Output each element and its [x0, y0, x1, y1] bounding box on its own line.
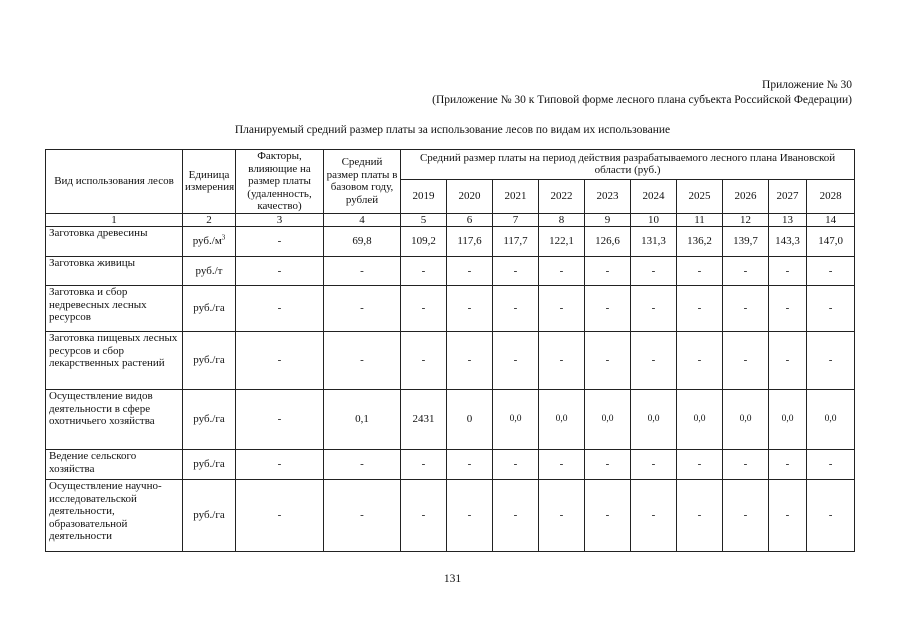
row-factors: - [236, 450, 324, 480]
row-year-value: 143,3 [769, 227, 807, 257]
row-year-value: 0,0 [807, 390, 855, 450]
row-year-value: - [585, 257, 631, 286]
appendix-title: Приложение № 30 [762, 79, 852, 91]
row-unit [183, 257, 236, 286]
row-year-value: 131,3 [631, 227, 677, 257]
row-year-value: - [807, 332, 855, 390]
row-year-value: - [401, 286, 447, 332]
row-factors: - [236, 257, 324, 286]
row-year-value: - [493, 332, 539, 390]
unit-label: руб./га [193, 458, 225, 471]
row-use-type: Осуществление видов деятельности в сфере охотничьего хозяйства [46, 390, 183, 450]
table-row [46, 390, 855, 450]
row-year-value: - [493, 480, 539, 552]
col-header-year: 2021 [493, 179, 539, 213]
row-year-value: 0,0 [769, 390, 807, 450]
document-title: Планируемый средний размер платы за использование лесов по видам их использование [234, 124, 671, 136]
row-use-type: Заготовка пищевых лесных ресурсов и сбор лекарственных растений [46, 332, 183, 390]
row-year-value: - [723, 257, 769, 286]
unit-label: руб./га [193, 354, 225, 367]
col-header-year: 2025 [677, 179, 723, 213]
row-base-value: - [324, 480, 401, 552]
col-header-year: 2020 [447, 179, 493, 213]
row-base-value: - [324, 286, 401, 332]
row-year-value: 0,0 [677, 390, 723, 450]
row-year-value: - [447, 257, 493, 286]
table-row [46, 257, 855, 286]
row-year-value: 2431 [401, 390, 447, 450]
row-factors: - [236, 227, 324, 257]
header-row-numbers [46, 213, 855, 227]
row-use-type: Ведение сельского хозяйства [46, 450, 183, 480]
row-base-value: - [324, 257, 401, 286]
row-year-value: - [631, 257, 677, 286]
row-year-value: - [677, 450, 723, 480]
row-year-value: - [447, 332, 493, 390]
row-use-type: Заготовка живицы [46, 257, 183, 286]
row-year-value: - [723, 450, 769, 480]
row-unit [183, 286, 236, 332]
row-year-value: - [769, 286, 807, 332]
unit-label: руб./га [193, 413, 225, 426]
row-factors: - [236, 332, 324, 390]
row-year-value: - [493, 450, 539, 480]
row-year-value: - [401, 480, 447, 552]
row-year-value: - [807, 480, 855, 552]
table-body [46, 227, 855, 552]
row-year-value: - [447, 450, 493, 480]
row-year-value: 0,0 [585, 390, 631, 450]
col-number: 8 [539, 213, 585, 227]
table-row [46, 332, 855, 390]
row-year-value: - [807, 257, 855, 286]
row-year-value: - [447, 480, 493, 552]
row-year-value: 0,0 [631, 390, 677, 450]
unit-label: руб./м [192, 235, 222, 248]
row-year-value: - [677, 257, 723, 286]
row-base-value: 0,1 [324, 390, 401, 450]
unit-label: руб./га [193, 509, 225, 522]
row-year-value: - [769, 450, 807, 480]
col-header-base: Средний размер платы в базовом году, рублей [324, 150, 401, 214]
col-number: 14 [807, 213, 855, 227]
appendix-note [432, 78, 852, 108]
row-unit [183, 227, 236, 257]
row-year-value: 0,0 [539, 390, 585, 450]
row-year-value: - [585, 332, 631, 390]
row-year-value: - [585, 450, 631, 480]
row-year-value: - [723, 332, 769, 390]
row-year-value: - [723, 286, 769, 332]
col-number: 5 [401, 213, 447, 227]
col-header-year: 2023 [585, 179, 631, 213]
row-year-value: - [401, 450, 447, 480]
unit-label: руб./га [193, 302, 225, 315]
table-row [46, 286, 855, 332]
col-number: 12 [723, 213, 769, 227]
row-year-value: - [539, 257, 585, 286]
row-base-value: 69,8 [324, 227, 401, 257]
row-year-value: - [493, 286, 539, 332]
row-year-value: - [401, 332, 447, 390]
page-number: 131 [443, 573, 462, 585]
row-year-value: - [631, 286, 677, 332]
col-header-unit: Единица измерения [183, 150, 236, 214]
row-year-value: - [769, 480, 807, 552]
header-row-1 [46, 150, 855, 180]
fee-table [45, 149, 855, 552]
col-number: 6 [447, 213, 493, 227]
row-year-value: - [539, 332, 585, 390]
col-header-factors: Факторы, влияющие на размер платы (удаленность, качество) [236, 150, 324, 214]
row-year-value: - [539, 286, 585, 332]
row-factors: - [236, 286, 324, 332]
row-year-value: 109,2 [401, 227, 447, 257]
row-year-value: - [539, 480, 585, 552]
col-number: 4 [324, 213, 401, 227]
row-year-value: 126,6 [585, 227, 631, 257]
col-header-year: 2024 [631, 179, 677, 213]
col-number: 10 [631, 213, 677, 227]
row-use-type: Осуществление научно-исследовательской деятельности, образовательной деятельности [46, 480, 183, 552]
col-header-year: 2028 [807, 179, 855, 213]
row-year-value: - [769, 332, 807, 390]
row-unit [183, 480, 236, 552]
row-year-value: - [677, 332, 723, 390]
row-year-value: 0 [447, 390, 493, 450]
row-year-value: 117,7 [493, 227, 539, 257]
row-year-value: - [677, 480, 723, 552]
row-factors: - [236, 480, 324, 552]
row-base-value: - [324, 450, 401, 480]
col-header-year: 2019 [401, 179, 447, 213]
table-row [46, 480, 855, 552]
row-use-type: Заготовка и сбор недревесных лесных ресурсов [46, 286, 183, 332]
row-year-value: - [585, 480, 631, 552]
row-year-value: 0,0 [493, 390, 539, 450]
col-number: 2 [183, 213, 236, 227]
row-unit [183, 390, 236, 450]
row-year-value: 139,7 [723, 227, 769, 257]
row-year-value: 147,0 [807, 227, 855, 257]
col-number: 1 [46, 213, 183, 227]
row-year-value: - [447, 286, 493, 332]
row-year-value: 0,0 [723, 390, 769, 450]
col-number: 7 [493, 213, 539, 227]
row-base-value: - [324, 332, 401, 390]
table-row [46, 227, 855, 257]
row-year-value: - [585, 286, 631, 332]
col-header-period: Средний размер платы на период действия разрабатываемого лесного плана Ивановской области (руб.) [401, 150, 855, 180]
row-use-type: Заготовка древесины [46, 227, 183, 257]
col-number: 13 [769, 213, 807, 227]
row-year-value: - [493, 257, 539, 286]
row-factors: - [236, 390, 324, 450]
table-row [46, 450, 855, 480]
unit-label: руб./т [195, 264, 223, 277]
row-year-value: 136,2 [677, 227, 723, 257]
unit-superscript: 3 [221, 233, 226, 242]
row-year-value: - [807, 450, 855, 480]
row-unit [183, 332, 236, 390]
col-header-year: 2026 [723, 179, 769, 213]
col-header-year: 2027 [769, 179, 807, 213]
row-year-value: - [631, 480, 677, 552]
row-year-value: - [723, 480, 769, 552]
row-year-value: - [677, 286, 723, 332]
row-year-value: - [807, 286, 855, 332]
col-number: 11 [677, 213, 723, 227]
row-year-value: 122,1 [539, 227, 585, 257]
appendix-reference: (Приложение № 30 к Типовой форме лесного плана субъекта Российской Федерации) [432, 94, 852, 106]
row-year-value: 117,6 [447, 227, 493, 257]
row-year-value: - [769, 257, 807, 286]
row-year-value: - [631, 332, 677, 390]
col-number: 3 [236, 213, 324, 227]
row-year-value: - [539, 450, 585, 480]
col-header-year: 2022 [539, 179, 585, 213]
row-year-value: - [631, 450, 677, 480]
row-year-value: - [401, 257, 447, 286]
col-number: 9 [585, 213, 631, 227]
row-unit [183, 450, 236, 480]
col-header-use-type: Вид использования лесов [46, 150, 183, 214]
